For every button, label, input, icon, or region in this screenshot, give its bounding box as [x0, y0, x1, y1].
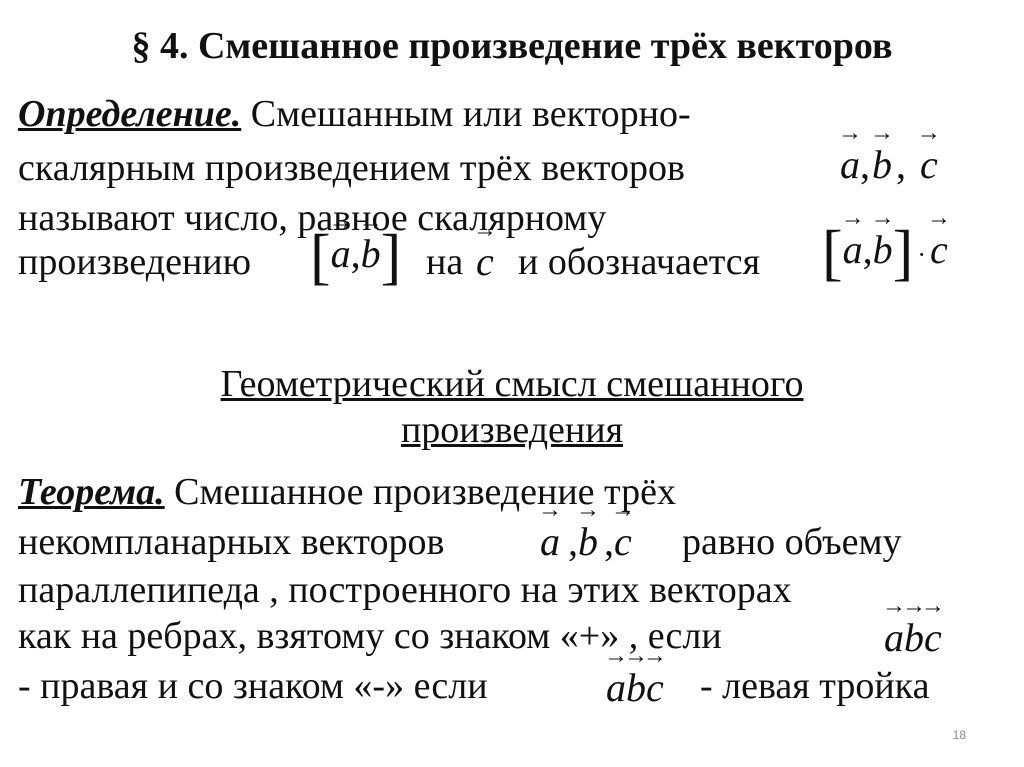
- theorem-text-1: Смешанное произведение трёх: [164, 471, 676, 513]
- vectors-abc-theorem: → a ,→ b ,→ c: [540, 518, 632, 565]
- vector-b: → b: [578, 518, 598, 565]
- triple-abc-right: → a→ b→ c: [884, 614, 942, 661]
- theorem-line-2-start: некомпланарных векторов: [18, 521, 445, 563]
- theorem-line-5-end: - левая тройка: [700, 665, 930, 707]
- definition-line-4-end: и обозначается: [518, 241, 761, 283]
- slide-title: § 4. Смешанное произведение трёх векторов: [131, 25, 893, 67]
- definition-line-3: называют число, равное скалярному: [18, 197, 607, 239]
- definition-text-1: Смешанным или векторно-: [241, 93, 691, 135]
- theorem-label: Теорема.: [18, 471, 165, 513]
- vector-b: → b: [361, 230, 381, 277]
- vector-a: → a: [540, 518, 560, 565]
- vector-c: → c: [930, 226, 948, 273]
- page-number: 18: [952, 728, 966, 742]
- vectors-abc-def: → a,→ b ,→ c: [840, 141, 938, 188]
- definition-label: Определение.: [18, 93, 242, 135]
- vector-a: → a: [331, 230, 351, 277]
- theorem-line-2-end: равно объему: [682, 521, 902, 563]
- cross-product-ab: [→ a,→ b]: [310, 226, 401, 288]
- vector-a: → a: [840, 141, 860, 188]
- mixed-product-notation: [→ a,→ b] ·→ c: [822, 222, 948, 284]
- vector-a: → a: [843, 226, 863, 273]
- vector-b: → b: [872, 141, 892, 188]
- definition-line-1: [18, 92, 691, 136]
- vector-c: → c: [614, 518, 632, 565]
- theorem-line-4: как на ребрах, взятому со знаком «+» , если: [18, 615, 722, 657]
- subheading-line-1: Геометрический смысл смешанного: [220, 363, 804, 405]
- triple-abc-left: → a→ b→ c: [606, 664, 664, 711]
- definition-line-4-mid: на: [426, 241, 464, 283]
- vector-c: → c: [920, 141, 938, 188]
- theorem-line-3: параллепипеда , построенного на этих векторах: [18, 569, 792, 611]
- definition-line-4-start: произведению: [18, 241, 252, 283]
- vector-c-def: → c: [476, 238, 494, 285]
- theorem-line-5-start: - правая и со знаком «-» если: [18, 665, 488, 707]
- vector-b: → b: [873, 226, 893, 273]
- definition-line-2: скалярным произведением трёх векторов: [18, 147, 685, 189]
- subheading-line-2: произведения: [400, 409, 624, 451]
